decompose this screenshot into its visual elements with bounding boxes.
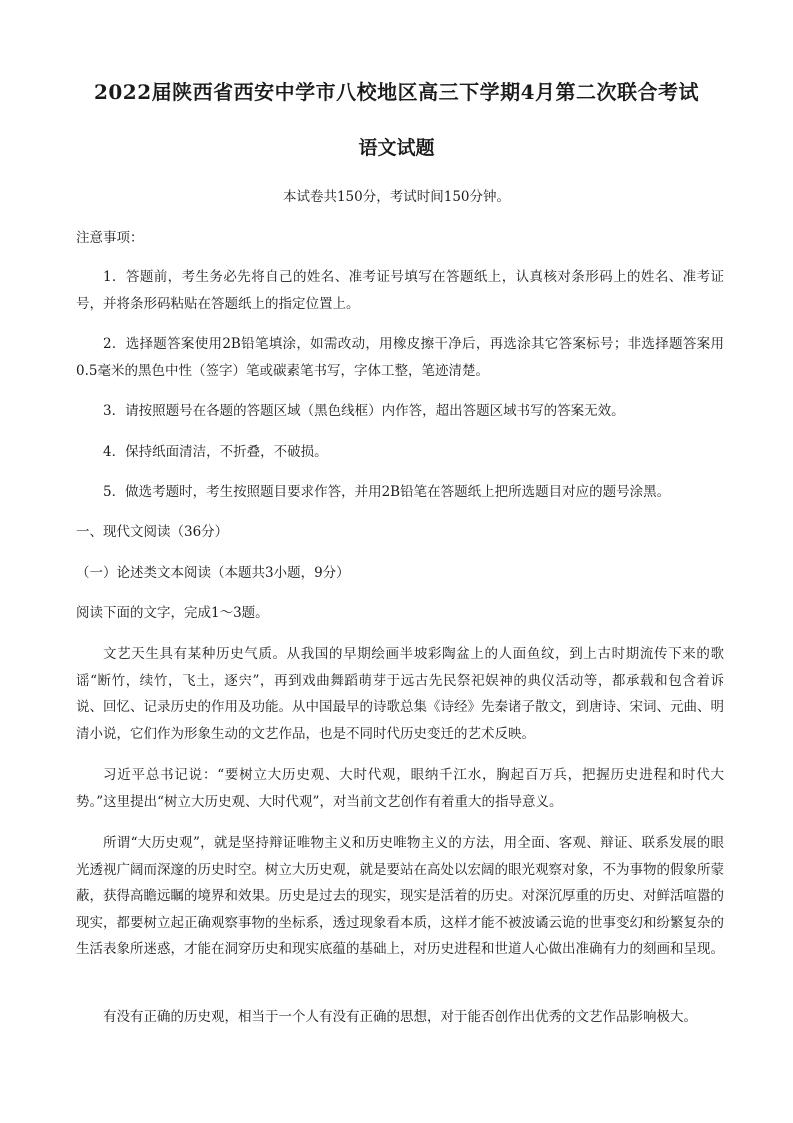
notice-item-5 <box>76 479 724 506</box>
notice-item-4 <box>76 439 724 466</box>
notice-item-3 <box>76 398 724 425</box>
passage-paragraph-4 <box>76 1004 724 1031</box>
notice-item-text: 2．选择题答案使用2B铅笔填涂，如需改动，用橡皮擦干净后，再选涂其它答案标号；非选择题答案用0.5毫米的黑色中性（签字）笔或碳素笔书写，字体工整，笔迹清楚。 <box>76 336 724 379</box>
section-heading: 一、现代文阅读（36分） <box>76 524 229 540</box>
passage-paragraph-2 <box>76 762 724 815</box>
passage-paragraph-3 <box>76 830 724 963</box>
passage-paragraph-1 <box>76 641 724 747</box>
paragraph-text: 习近平总书记说：“要树立大历史观、大时代观，眼纳千江水，胸起百万兵，把握历史进程和时代大势。”这里提出“树立大历史观、大时代观”，对当前文艺创作有着重大的指导意义。 <box>76 767 724 810</box>
reading-instruction: 阅读下面的文字，完成1～3题。 <box>76 605 269 621</box>
exam-title: 2022届陕西省西安中学市八校地区高三下学期4月第二次联合考试 <box>93 80 700 104</box>
exam-subtitle: 语文试题 <box>358 137 435 159</box>
notice-item-2 <box>76 331 724 384</box>
notice-item-text: 1．答题前，考生务必先将自己的姓名、准考证号填写在答题纸上，认真核对条形码上的姓名、准考证号，并将条形码粘贴在答题纸上的指定位置上。 <box>76 269 724 312</box>
notice-item-text: 4．保持纸面清洁，不折叠，不破损。 <box>103 444 328 460</box>
notice-item-1 <box>76 264 724 317</box>
paragraph-text: 所谓“大历史观”，就是坚持辩证唯物主义和历史唯物主义的方法，用全面、客观、辩证、联系发展的眼光透视广阔而深邃的历史时空。树立大历史观，就是要站在高处以宏阔的眼光观察对象，不为事物的假象所蒙蔽，获得高瞻远瞩的境界和效果。历史是过去的现实，现实是活着的历史。对深沉厚重的历史、对鲜活喧嚣的现实，都要树立起正确观察事物的坐标系，透过现象看本质，这样才能不被波谲云诡的世事变幻和纷繁复杂的生活表象所迷惑，才能在洞穿历史和现实底蕴的基础上，对历史进程和世道人心做出准确有力的刻画和呈现。 <box>76 835 724 957</box>
subsection-heading: （一）论述类文本阅读（本题共3小题，9分） <box>76 565 350 581</box>
notice-item-text: 5．做选考题时，考生按照题目要求作答，并用2B铅笔在答题纸上把所选题目对应的题号涂黑。 <box>103 484 671 500</box>
notice-item-text: 3．请按照题号在各题的答题区域（黑色线框）内作答，超出答题区域书写的答案无效。 <box>103 403 625 419</box>
paragraph-text: 有没有正确的历史观，相当于一个人有没有正确的思想，对于能否创作出优秀的文艺作品影响极大。 <box>103 1009 697 1025</box>
notice-heading: 注意事项： <box>76 230 144 246</box>
paragraph-text: 文艺天生具有某种历史气质。从我国的早期绘画半坡彩陶盆上的人面鱼纹，到上古时期流传下来的歌谣“断竹，续竹，飞土，逐宍”，再到戏曲舞蹈萌芽于远古先民祭祀娱神的典仪活动等，都承载和包含着诉说、回忆、记录历史的作用及功能。从中国最早的诗歌总集《诗经》先秦诸子散文，到唐诗、宋词、元曲、明清小说，它们作为形象生动的文艺作品，也是不同时代历史变迁的艺术反映。 <box>76 646 724 742</box>
exam-info: 本试卷共150分，考试时间150分钟。 <box>282 189 511 205</box>
